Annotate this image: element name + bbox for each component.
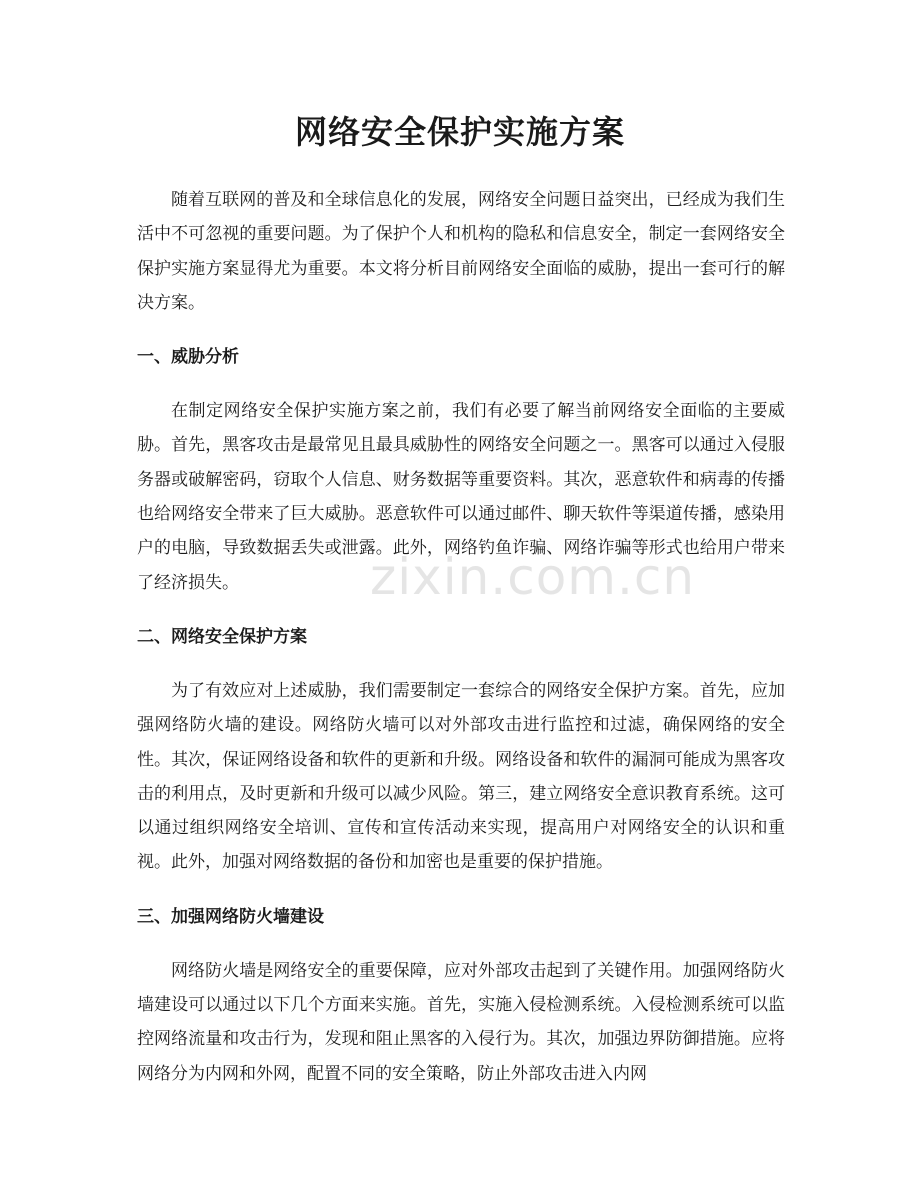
section-heading-firewall: 三、加强网络防火墙建设: [137, 906, 324, 927]
section-heading-protection-plan: 二、网络安全保护方案: [137, 626, 307, 647]
section-body-firewall: 网络防火墙是网络安全的重要保障，应对外部攻击起到了关键作用。加强网络防火墙建设可以通过以下几个方面来实施。首先，实施入侵检测系统。入侵检测系统可以监控网络流量和攻击行为，发现和阻止黑客的入侵行为。其次，加强边界防御措施。应将网络分为内网和外网，配置不同的安全策略，防止外部攻击进入内网: [137, 960, 785, 1084]
intro-paragraph: 随着互联网的普及和全球信息化的发展，网络安全问题日益突出，已经成为我们生活中不可忽视的重要问题。为了保护个人和机构的隐私和信息安全，制定一套网络安全保护实施方案显得尤为重要。本文将分析目前网络安全面临的威胁，提出一套可行的解决方案。: [137, 190, 785, 313]
document-body: [137, 183, 785, 1091]
watermark: zixin.com.cn: [370, 548, 696, 606]
document-title: 网络安全保护实施方案: [294, 113, 625, 151]
section-body-protection-plan: 为了有效应对上述威胁，我们需要制定一套综合的网络安全保护方案。首先，应加强网络防火墙的建设。网络防火墙可以对外部攻击进行监控和过滤，确保网络的安全性。其次，保证网络设备和软件的更新和升级。网络设备和软件的漏洞可能成为黑客攻击的利用点，及时更新和升级可以减少风险。第三，建立网络安全意识教育系统。这可以通过组织网络安全培训、宣传和宣传活动来实现，提高用户对网络安全的认识和重视。此外，加强对网络数据的备份和加密也是重要的保护措施。: [137, 680, 785, 873]
section-heading-threats: 一、威胁分析: [137, 347, 239, 368]
section-body-threats: 在制定网络安全保护实施方案之前，我们有必要了解当前网络安全面临的主要威胁。首先，黑客攻击是最常见且最具威胁性的网络安全问题之一。黑客可以通过入侵服务器或破解密码，窃取个人信息、财务数据等重要资料。其次，恶意软件和病毒的传播也给网络安全带来了巨大威胁。恶意软件可以通过邮件、聊天软件等渠道传播，感染用户的电脑，导致数据丢失或泄露。此外，网络钓鱼诈骗、网络诈骗等形式也给用户带来了经济损失。: [137, 401, 785, 593]
